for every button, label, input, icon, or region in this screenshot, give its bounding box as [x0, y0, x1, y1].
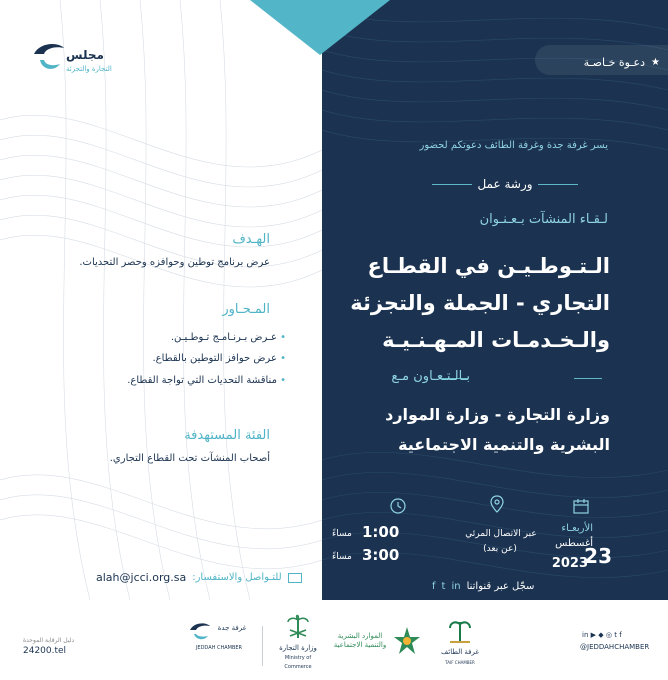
- axes-item-text: عرض حوافز التوطين بالقطاع.: [152, 353, 277, 364]
- location-pin-icon: [488, 495, 506, 513]
- divider-line: [574, 378, 602, 379]
- facebook-icon[interactable]: f: [432, 581, 436, 592]
- badge-background: [535, 45, 668, 75]
- under-title: لـقـاء المنشآت بـعـنـوان: [479, 212, 608, 227]
- footer-social-icons: [582, 631, 622, 639]
- contact-email[interactable]: alah@jcci.org.sa: [96, 571, 187, 584]
- palm-emblem-icon: [286, 614, 310, 642]
- date-number: 23: [584, 544, 612, 568]
- axes-item-text: مناقشة التحديات التي تواجة القطاع.: [127, 375, 277, 386]
- majlis-logo-name: مجلس: [66, 48, 104, 62]
- hotline-number: 24200.tel: [23, 646, 67, 656]
- audience-heading: الفئة المستهدفة: [184, 428, 270, 443]
- location-line1: عبر الاتصال المرئي: [465, 529, 537, 539]
- clock-icon: [389, 497, 407, 515]
- hr-line2: والتنمية الاجتماعية: [333, 641, 387, 649]
- event-title: [340, 248, 610, 359]
- left-panel: [0, 0, 322, 600]
- start-time-suffix: مساءً: [332, 529, 352, 539]
- axes-heading: المـحـاور: [222, 302, 270, 317]
- axes-item: • مناقشة التحديات التي تواجة القطاع.: [127, 375, 286, 386]
- commerce-ar: وزارة التجارة: [279, 644, 317, 652]
- goal-heading: الهـدف: [232, 232, 270, 247]
- youtube-icon[interactable]: ▶: [590, 631, 597, 639]
- commerce-en: Ministry of Commerce: [284, 655, 312, 670]
- instagram-icon[interactable]: ◎: [605, 631, 612, 639]
- facebook-icon[interactable]: f: [619, 631, 622, 639]
- mail-icon: [288, 573, 302, 583]
- hr-star-icon: [392, 626, 422, 656]
- audience-text: أصحاب المنشآت تحت القطاع التجاري.: [109, 453, 270, 464]
- event-title-line: الـتـوطـيـن في القطـاع: [367, 254, 610, 278]
- snapchat-icon[interactable]: ◆: [598, 631, 604, 639]
- intro-text: يسر غرفة جدة وغرفة الطائف دعوتكم لحضور: [419, 140, 608, 151]
- follow-text: سجّل عبر قنواتنا: [466, 581, 535, 592]
- taif-chamber-logo-icon: [446, 618, 474, 646]
- majlis-logo-sub: التجارة والتجزئة: [66, 65, 112, 73]
- wave-pattern: [0, 0, 322, 600]
- date-year: 2023: [551, 556, 588, 571]
- cooperation-label: بـالـتـعـاون مـع: [391, 369, 470, 384]
- event-title-line: التجاري - الجملة والتجزئة: [350, 291, 610, 315]
- footer-divider: [262, 626, 263, 666]
- axes-item: • عـرض بـرنـامـج تـوطـيـن.: [170, 332, 286, 343]
- hotline-label: دليل الرقابة الموحدة: [23, 637, 75, 644]
- twitter-icon[interactable]: t: [441, 581, 446, 592]
- calendar-icon: [572, 497, 590, 515]
- start-time: 1:00: [362, 523, 400, 541]
- star-icon: ★: [651, 56, 660, 68]
- workshop-label: ورشة عمل: [477, 177, 533, 191]
- event-title-line: والـخـدمـات المـهـنـيـة: [382, 328, 610, 352]
- linkedin-icon[interactable]: in: [451, 581, 461, 592]
- location-line2: (عن بعد): [483, 544, 517, 554]
- follow-row: [432, 581, 534, 592]
- axes-item: • عرض حوافز التوطين بالقطاع.: [152, 353, 286, 364]
- partners: [350, 400, 610, 460]
- badge-text: دعـوة خـاصـة: [583, 55, 646, 69]
- date-month: أغسطس: [555, 538, 593, 549]
- partners-line: البشرية والتنمية الاجتماعية: [398, 435, 610, 454]
- end-time: 3:00: [362, 546, 400, 564]
- taif-en: TAIF CHAMBER: [445, 660, 475, 665]
- majlis-logo-icon: [30, 40, 66, 74]
- linkedin-icon[interactable]: in: [582, 631, 589, 639]
- partners-line: وزارة التجارة - وزارة الموارد: [385, 405, 610, 424]
- date-day: الأربعـاء: [561, 523, 593, 534]
- taif-ar: غرفة الطائف: [441, 648, 479, 656]
- footer-handle[interactable]: @JEDDAHCHAMBER: [580, 643, 650, 651]
- hr-line1: الموارد البشرية: [337, 632, 383, 640]
- divider-line: [538, 184, 578, 185]
- twitter-icon[interactable]: t: [614, 631, 617, 639]
- majlis-logo: [30, 40, 125, 80]
- jeddah-chamber-ar: غرفة جدة: [217, 624, 247, 632]
- goal-text: عرض برنامج توطين وحوافزه وحصر التحديات.: [79, 257, 270, 268]
- end-time-suffix: مساءً: [332, 552, 352, 562]
- teal-triangle: [250, 0, 390, 55]
- contact-row: [96, 571, 302, 584]
- axes-item-text: عـرض بـرنـامـج تـوطـيـن.: [170, 332, 277, 343]
- jeddah-chamber-logo-icon: [188, 620, 212, 642]
- jeddah-chamber-en: JEDDAH CHAMBER: [195, 645, 243, 651]
- contact-label: للتـواصل والاستفسار:: [192, 572, 282, 583]
